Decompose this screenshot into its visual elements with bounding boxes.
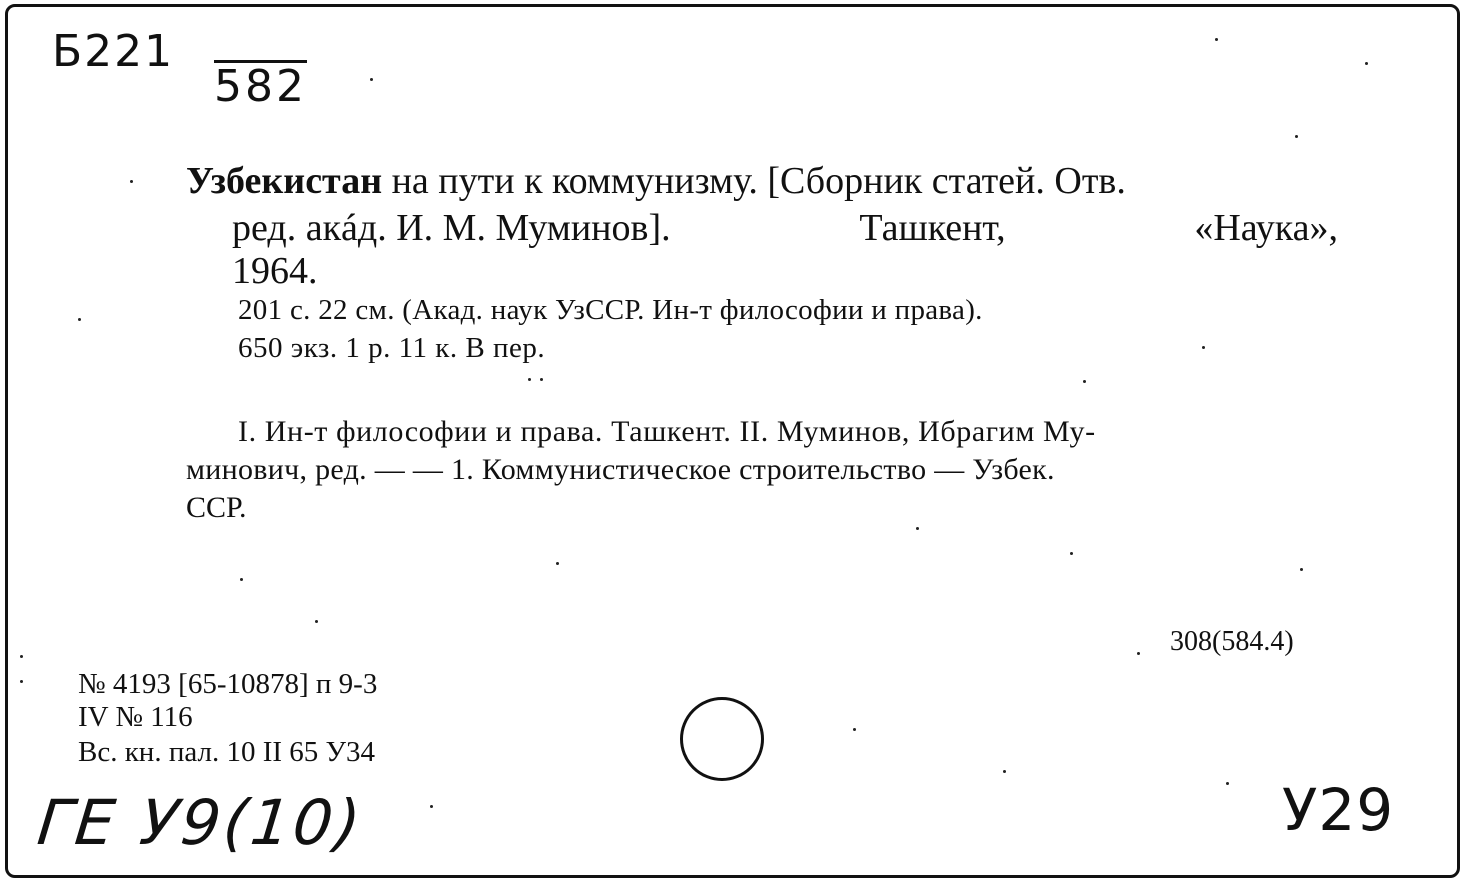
- scan-speck: [315, 620, 318, 623]
- scan-speck: [1215, 38, 1218, 41]
- scan-speck: [240, 578, 243, 581]
- title-main-word: Узбекистан: [186, 160, 383, 202]
- scan-speck: [1365, 62, 1368, 65]
- description-line-2: 650 экз. 1 р. 11 к. В пер.: [238, 332, 546, 364]
- title-year: 1964.: [232, 250, 318, 292]
- added-entries-line-1: I. Ин-т философии и права. Ташкент. II. Муминов, Ибрагим Му-: [238, 415, 1096, 448]
- scan-speck: [1300, 568, 1303, 571]
- title-publisher: «Наука»,: [1194, 207, 1338, 249]
- scan-speck: [370, 78, 373, 81]
- scan-speck: [130, 180, 133, 183]
- scan-speck: [916, 527, 919, 530]
- print-info-line-1: № 4193 [65-10878] п 9-3: [78, 668, 378, 700]
- scan-speck: [78, 318, 81, 321]
- scan-speck: [540, 378, 543, 381]
- print-info-line-3: Вс. кн. пал. 10 II 65 У34: [78, 736, 376, 768]
- title-line-1: [186, 162, 1126, 200]
- title-line-1-rest: на пути к коммунизму. [Сборник статей. Отв.: [382, 160, 1126, 202]
- scan-speck: [20, 655, 23, 658]
- scan-speck: [1070, 552, 1073, 555]
- handwritten-note-left: ГЕ У9(10): [34, 786, 367, 859]
- scan-speck: [853, 728, 856, 731]
- scan-speck: [1295, 135, 1298, 138]
- scan-speck: [1202, 346, 1205, 349]
- scan-speck: [20, 680, 23, 683]
- title-line-2: [232, 209, 1338, 247]
- print-info-line-2: IV № 116: [78, 701, 193, 733]
- circle-mark: [680, 697, 764, 781]
- scan-speck: [528, 378, 531, 381]
- scan-speck: [1003, 770, 1006, 773]
- added-entries-line-2: минович, ред. — — 1. Коммунистическое строительство — Узбек.: [186, 453, 1055, 486]
- scan-speck: [1083, 380, 1086, 383]
- scan-speck: [1137, 652, 1140, 655]
- title-editor: ред. акáд. И. М. Муминов].: [232, 207, 671, 249]
- shelf-mark-top: Б221: [52, 26, 175, 77]
- scan-speck: [430, 805, 433, 808]
- scan-speck: [556, 562, 559, 565]
- title-place: Ташкент,: [859, 207, 1006, 249]
- handwritten-note-right: У29: [1282, 776, 1395, 844]
- added-entries-line-3: ССР.: [186, 491, 247, 524]
- shelf-mark-bottom: 582: [214, 61, 307, 112]
- description-line-1: 201 с. 22 см. (Акад. наук УзССР. Ин-т философии и права).: [238, 294, 983, 326]
- scan-speck: [1226, 782, 1229, 785]
- classification-code: 308(584.4): [1170, 626, 1294, 657]
